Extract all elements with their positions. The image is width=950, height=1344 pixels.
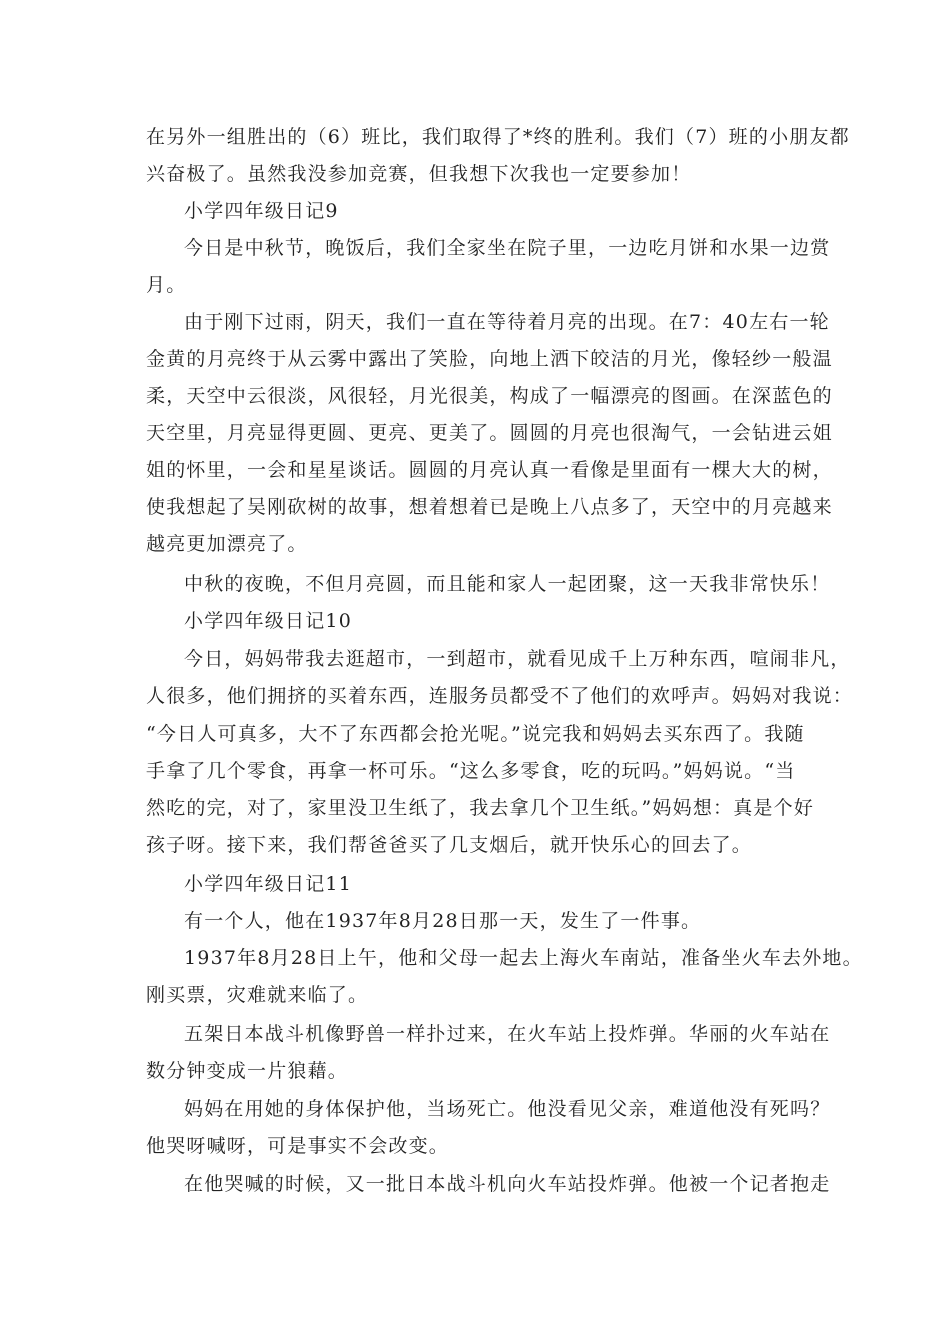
text-line: 中秋的夜晚，不但月亮圆，而且能和家人一起团聚，这一天我非常快乐！ — [184, 573, 831, 595]
text-line: 孩子呀。接下来，我们帮爸爸买了几支烟后，就开快乐心的回去了。 — [146, 834, 753, 856]
text-line: 越亮更加漂亮了。 — [146, 533, 308, 555]
text-line: 天空里，月亮显得更圆、更亮、更美了。圆圆的月亮也很淘气，一会钻进云姐 — [146, 422, 833, 444]
section-heading: 小学四年级日记11 — [184, 873, 352, 895]
text-line: 数分钟变成一片狼藉。 — [146, 1060, 349, 1082]
section-heading: 小学四年级日记9 — [184, 200, 339, 222]
text-line: 姐的怀里，一会和星星谈话。圆圆的月亮认真一看像是里面有一棵大大的树， — [146, 459, 833, 481]
text-line: 使我想起了吴刚砍树的故事，想着想着已是晚上八点多了，天空中的月亮越来 — [146, 496, 833, 518]
text-line: 柔，天空中云很淡，风很轻，月光很美，构成了一幅漂亮的图画。在深蓝色的 — [146, 385, 833, 407]
text-line: 五架日本战斗机像野兽一样扑过来，在火车站上投炸弹。华丽的火车站在 — [184, 1023, 831, 1045]
text-line: 刚买票，灾难就来临了。 — [146, 984, 369, 1006]
text-line: 在另外一组胜出的（6）班比，我们取得了*终的胜利。我们（7）班的小朋友都 — [146, 126, 850, 148]
text-line: 月。 — [146, 274, 187, 296]
text-line: 兴奋极了。虽然我没参加竞赛，但我想下次我也一定要参加！ — [146, 163, 692, 185]
text-line: 今日是中秋节，晚饭后，我们全家坐在院子里，一边吃月饼和水果一边赏 — [184, 237, 831, 259]
text-line: 金黄的月亮终于从云雾中露出了笑脸，向地上洒下皎洁的月光，像轻纱一般温 — [146, 348, 833, 370]
text-line: 他哭呀喊呀，可是事实不会改变。 — [146, 1135, 450, 1157]
text-line: 有一个人，他在1937年8月28日那一天，发生了一件事。 — [184, 910, 702, 932]
text-line: 在他哭喊的时候，又一批日本战斗机向火车站投炸弹。他被一个记者抱走 — [184, 1173, 831, 1195]
text-line: 妈妈在用她的身体保护他，当场死亡。他没看见父亲，难道他没有死吗？ — [184, 1098, 831, 1120]
text-line: 今日，妈妈带我去逛超市，一到超市，就看见成千上万种东西，喧闹非凡， — [184, 648, 851, 670]
text-line: 然吃的完，对了，家里没卫生纸了，我去拿几个卫生纸。”妈妈想：真是个好 — [146, 797, 815, 819]
text-line: 手拿了几个零食，再拿一杯可乐。“这么多零食，吃的玩吗。”妈妈说。“当 — [146, 760, 796, 782]
text-line: 由于刚下过雨，阴天，我们一直在等待着月亮的出现。在7：40左右一轮 — [184, 311, 830, 333]
text-line: 人很多，他们拥挤的买着东西，连服务员都受不了他们的欢呼声。妈妈对我说： — [146, 685, 854, 707]
section-heading: 小学四年级日记10 — [184, 610, 352, 632]
text-line: “今日人可真多，大不了东西都会抢光呢。”说完我和妈妈去买东西了。我随 — [146, 723, 805, 745]
text-line: 1937年8月28日上午，他和父母一起去上海火车南站，准备坐火车去外地。 — [184, 947, 863, 969]
